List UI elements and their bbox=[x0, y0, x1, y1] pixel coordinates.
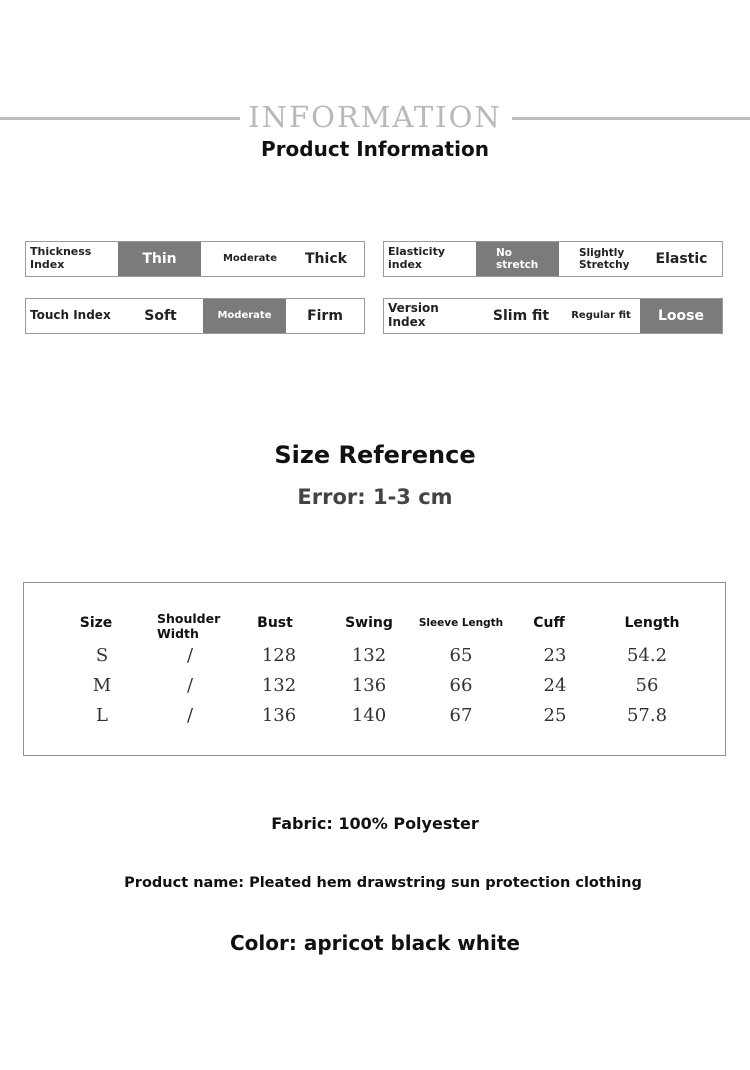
version-option-regular-fit: Regular fit bbox=[571, 310, 631, 322]
touch-option-firm: Firm bbox=[307, 307, 343, 324]
column-header-shoulder-width: Shoulder Width bbox=[157, 611, 221, 641]
information-title: INFORMATION bbox=[248, 100, 502, 134]
table-cell: 136 bbox=[351, 675, 387, 696]
product-information-subtitle: Product Information bbox=[261, 137, 489, 161]
table-cell: / bbox=[186, 705, 194, 726]
version-option-loose: Loose bbox=[640, 299, 722, 333]
table-cell: 57.8 bbox=[626, 705, 668, 726]
table-cell: 136 bbox=[261, 705, 297, 726]
thickness-option-thick: Thick bbox=[305, 250, 347, 267]
fabric-info: Fabric: 100% Polyester bbox=[271, 814, 479, 833]
version-index-label: Version Index bbox=[388, 301, 439, 329]
table-cell: M bbox=[92, 675, 112, 696]
thickness-option-thin: Thin bbox=[118, 242, 201, 276]
version-option-slim-fit: Slim fit bbox=[492, 307, 550, 324]
table-cell: 24 bbox=[543, 675, 567, 696]
table-cell: / bbox=[186, 675, 194, 696]
column-header-size: Size bbox=[79, 615, 113, 631]
table-cell: S bbox=[95, 645, 109, 666]
table-cell: 23 bbox=[543, 645, 567, 666]
elasticity-option-slightly-stretchy: Slightly Stretchy bbox=[579, 246, 630, 271]
table-cell: 25 bbox=[543, 705, 567, 726]
column-header-swing: Swing bbox=[345, 615, 393, 631]
table-cell: 66 bbox=[449, 675, 473, 696]
thickness-index-label: Thickness Index bbox=[30, 245, 92, 271]
elasticity-option-no-stretch: No stretch bbox=[476, 242, 559, 276]
table-cell: 128 bbox=[261, 645, 297, 666]
table-cell: L bbox=[96, 705, 108, 726]
size-reference-title: Size Reference bbox=[274, 441, 476, 469]
thickness-index-scale bbox=[25, 241, 365, 277]
column-header-length: Length bbox=[624, 615, 680, 631]
version-index-scale bbox=[383, 298, 723, 334]
color-info: Color: apricot black white bbox=[230, 931, 520, 955]
touch-option-moderate: Moderate bbox=[203, 299, 286, 333]
table-cell: 54.2 bbox=[626, 645, 668, 666]
touch-index-label: Touch Index bbox=[30, 308, 111, 323]
table-cell: 56 bbox=[635, 675, 659, 696]
table-cell: / bbox=[186, 645, 194, 666]
table-cell: 132 bbox=[351, 645, 387, 666]
column-header-sleeve-length: Sleeve Length bbox=[418, 617, 504, 629]
size-table bbox=[23, 582, 726, 756]
column-header-cuff: Cuff bbox=[533, 615, 565, 631]
table-cell: 132 bbox=[261, 675, 297, 696]
elasticity-index-scale bbox=[383, 241, 723, 277]
elasticity-option-elastic: Elastic bbox=[655, 250, 708, 267]
size-error-note: Error: 1-3 cm bbox=[297, 485, 453, 509]
table-cell: 65 bbox=[449, 645, 473, 666]
touch-index-scale bbox=[25, 298, 365, 334]
elasticity-index-label: Elasticity index bbox=[388, 245, 446, 271]
touch-option-soft: Soft bbox=[144, 307, 177, 324]
table-cell: 140 bbox=[351, 705, 387, 726]
product-name-info: Product name: Pleated hem drawstring sun protection clothing bbox=[124, 875, 642, 891]
thickness-option-moderate: Moderate bbox=[222, 253, 277, 265]
column-header-bust: Bust bbox=[257, 615, 293, 631]
table-cell: 67 bbox=[449, 705, 473, 726]
